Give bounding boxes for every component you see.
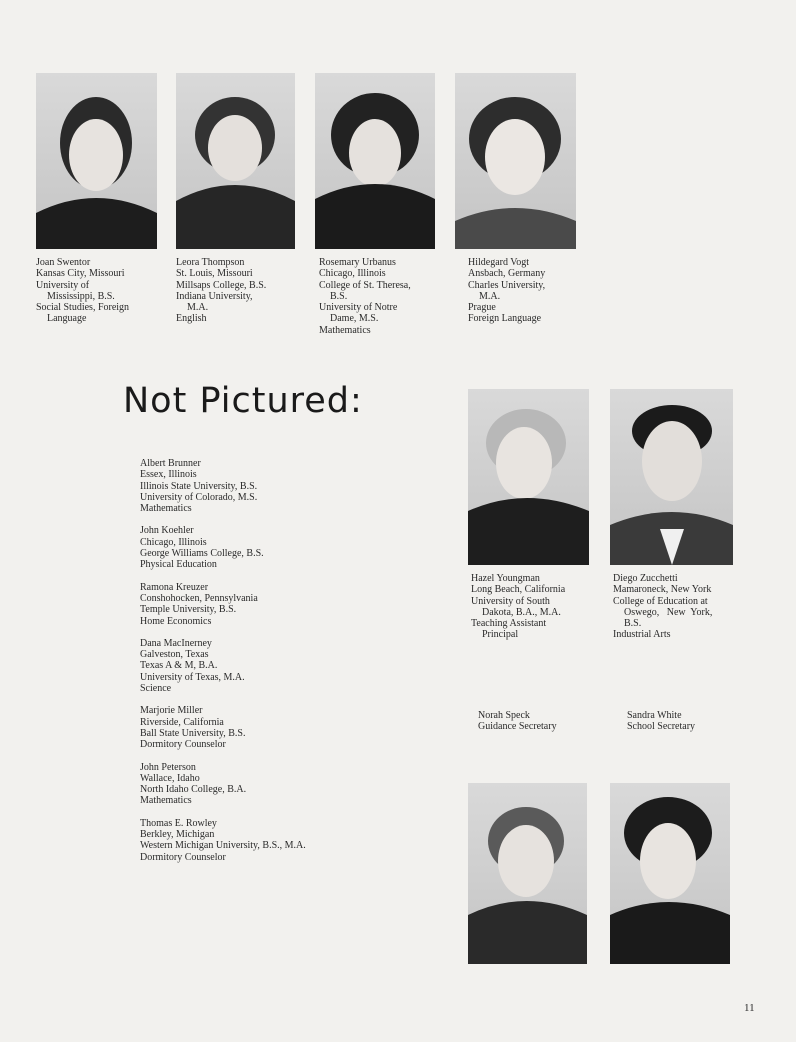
caption-line: B.S. <box>330 290 348 302</box>
photo-diego-zucchetti <box>610 389 733 565</box>
entry-line: Essex, Illinois <box>140 469 197 481</box>
entry-line: Physical Education <box>140 559 217 571</box>
caption-line: Chicago, Illinois <box>319 268 386 280</box>
entry-line: Ball State University, B.S. <box>140 727 246 739</box>
list-item <box>140 705 440 750</box>
entry-line: Dormitory Counselor <box>140 851 226 863</box>
not-pictured-heading: Not Pictured: <box>123 381 363 421</box>
entry-line: Dana MacInerney <box>140 637 212 649</box>
photo-leora-thompson <box>176 73 295 249</box>
caption-line: English <box>176 313 207 325</box>
caption-line: St. Louis, Missouri <box>176 268 253 280</box>
entry-line: Riverside, California <box>140 716 224 728</box>
entry-line: Ramona Kreuzer <box>140 581 209 593</box>
photo-rosemary-urbanus <box>315 73 435 249</box>
caption-line: Ansbach, Germany <box>468 268 546 280</box>
list-item <box>140 818 440 863</box>
caption-line: M.A. <box>187 302 209 314</box>
caption-line: Mathematics <box>319 324 371 336</box>
staff-caption-norah-speck <box>478 710 557 733</box>
photo-sandra-white <box>610 783 730 964</box>
caption-line: Foreign Language <box>468 313 542 325</box>
page-number: 11 <box>744 1002 755 1014</box>
caption-line: Social Studies, Foreign <box>36 302 130 314</box>
entry-line: George Williams College, B.S. <box>140 548 264 560</box>
entry-line: Conshohocken, Pennsylvania <box>140 592 258 604</box>
caption-line: Leora Thompson <box>176 257 245 268</box>
caption-line: B.S. <box>624 618 642 630</box>
caption-line: Mamaroneck, New York <box>613 584 712 596</box>
caption-line: School Secretary <box>627 721 696 733</box>
entry-line: John Koehler <box>140 525 194 537</box>
faculty-caption-leora-thompson <box>176 257 266 325</box>
entry-line: Mathematics <box>140 503 192 515</box>
photo-hildegard-vogt <box>455 73 576 249</box>
caption-line: Norah Speck <box>478 710 530 721</box>
entry-line: Galveston, Texas <box>140 649 209 661</box>
list-item <box>140 638 440 694</box>
caption-line: Industrial Arts <box>613 629 671 641</box>
faculty-caption-hildegard-vogt <box>468 257 545 325</box>
caption-line: Mississippi, B.S. <box>47 290 115 302</box>
caption-line: Millsaps College, B.S. <box>176 279 267 291</box>
caption-line: College of Education at <box>613 595 708 607</box>
photo-norah-speck <box>468 783 587 964</box>
entry-line: North Idaho College, B.A. <box>140 784 247 796</box>
photo-joan-swentor <box>36 73 157 249</box>
entry-line: Chicago, Illinois <box>140 536 207 548</box>
caption-line: Prague <box>468 302 496 314</box>
caption-line: University of Notre <box>319 302 398 314</box>
entry-line: Dormitory Counselor <box>140 739 226 751</box>
entry-line: Science <box>140 683 172 695</box>
entry-line: University of Colorado, M.S. <box>140 491 258 503</box>
photo-hazel-youngman <box>468 389 589 565</box>
entry-line: John Peterson <box>140 761 196 773</box>
caption-line: M.A. <box>479 290 501 302</box>
caption-line: College of St. Theresa, <box>319 279 411 291</box>
caption-line: Teaching Assistant <box>471 618 547 630</box>
caption-line: Joan Swentor <box>36 257 91 268</box>
caption-line: Rosemary Urbanus <box>319 257 396 268</box>
caption-line: Long Beach, California <box>471 584 566 596</box>
entry-line: Marjorie Miller <box>140 705 203 717</box>
caption-line: Dame, M.S. <box>330 313 379 325</box>
entry-line: Temple University, B.S. <box>140 604 237 616</box>
caption-line: Sandra White <box>627 710 682 721</box>
staff-caption-sandra-white <box>627 710 695 733</box>
caption-line: Hildegard Vogt <box>468 257 530 268</box>
caption-line: University of <box>36 279 90 291</box>
entry-line: Western Michigan University, B.S., M.A. <box>140 840 306 852</box>
list-item <box>140 525 440 570</box>
faculty-caption-joan-swentor <box>36 257 129 325</box>
caption-line: Dakota, B.A., M.A. <box>482 606 561 618</box>
list-item <box>140 762 440 807</box>
caption-line: Diego Zucchetti <box>613 573 678 584</box>
caption-line: Language <box>47 313 87 325</box>
not-pictured-list <box>140 458 440 874</box>
caption-line: Indiana University, <box>176 290 253 302</box>
faculty-caption-hazel-youngman <box>471 573 565 641</box>
list-item <box>140 582 440 627</box>
caption-line: Charles University, <box>468 279 546 291</box>
faculty-caption-rosemary-urbanus <box>319 257 411 336</box>
entry-line: Albert Brunner <box>140 458 201 469</box>
caption-line: Guidance Secretary <box>478 721 557 733</box>
caption-line: Kansas City, Missouri <box>36 268 125 280</box>
caption-line: Principal <box>482 629 519 641</box>
entry-line: Illinois State University, B.S. <box>140 480 258 492</box>
caption-line: University of South <box>471 595 550 607</box>
entry-line: Home Economics <box>140 615 212 627</box>
list-item <box>140 458 440 514</box>
entry-line: University of Texas, M.A. <box>140 671 245 683</box>
entry-line: Thomas E. Rowley <box>140 817 217 829</box>
entry-line: Texas A & M, B.A. <box>140 660 218 672</box>
entry-line: Berkley, Michigan <box>140 829 215 841</box>
caption-line: Hazel Youngman <box>471 573 540 584</box>
faculty-caption-diego-zucchetti <box>613 573 712 641</box>
caption-line: Oswego, New York, <box>624 606 713 618</box>
entry-line: Mathematics <box>140 795 192 807</box>
entry-line: Wallace, Idaho <box>140 772 200 784</box>
